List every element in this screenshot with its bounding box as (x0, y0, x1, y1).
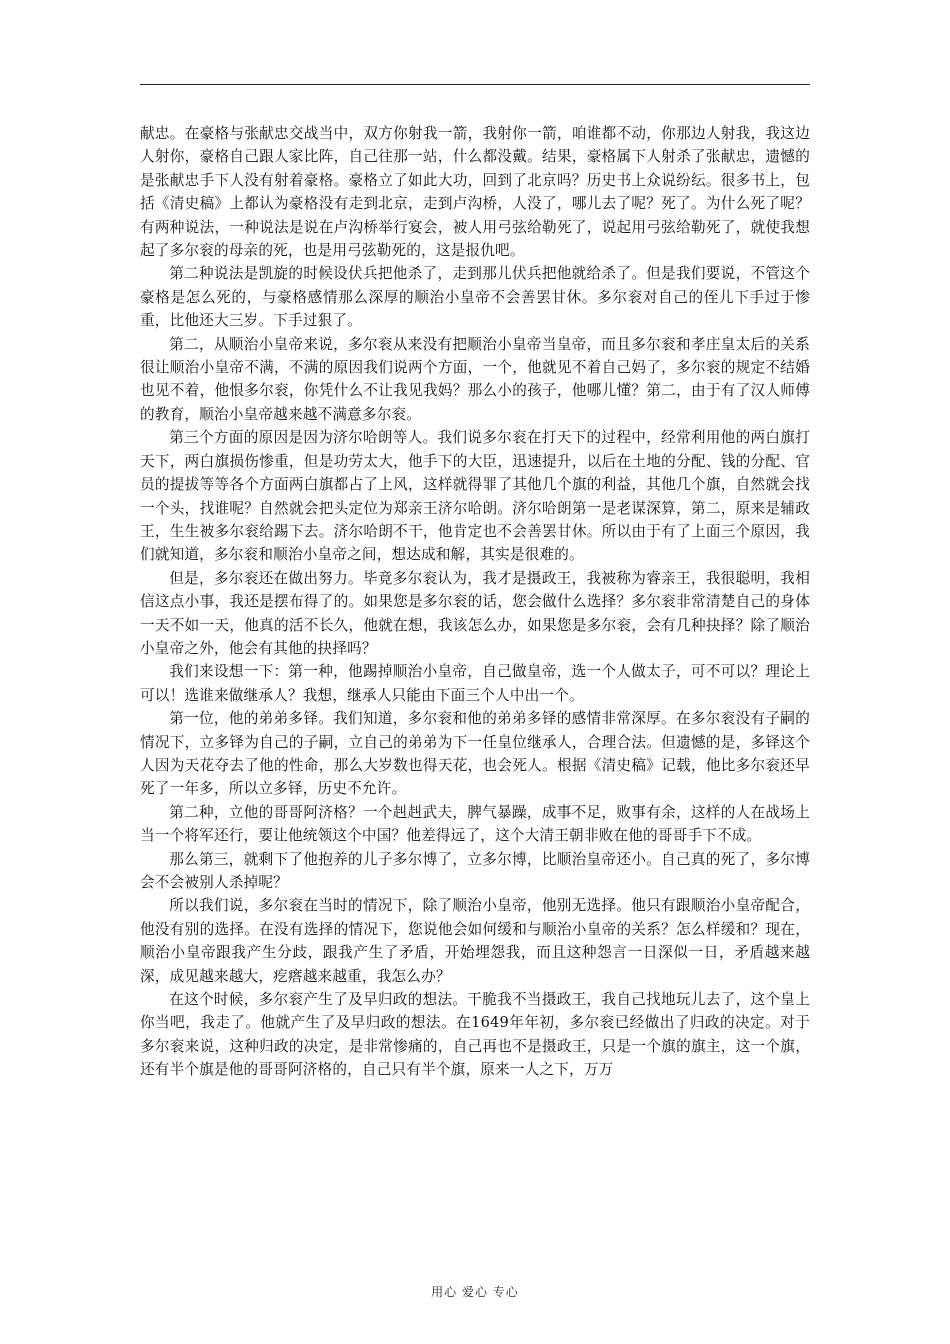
paragraph-8: 第二种，立他的哥哥阿济格？一个赳赳武夫，脾气暴躁，成事不足，败事有余，这样的人在战场上当一个将军还行，要让他统领这个中国？他差得远了，这个大清王朝非败在他的哥哥手下不成。 (140, 803, 810, 845)
paragraph-6: 我们来设想一下：第一种，他踢掉顺治小皇帝，自己做皇帝，选一个人做太子，可不可以？理论上可以！选谁来做继承人？我想，继承人只能由下面三个人中出一个。 (140, 663, 810, 704)
paragraph-7: 第一位，他的弟弟多铎。我们知道，多尔衮和他的弟弟多铎的感情非常深厚。在多尔衮没有子嗣的情况下，立多铎为自己的子嗣，立自己的弟弟为下一任皇位继承人，合理合法。但遗憾的是，多铎这个人因为天花夺去了他的性命，那么大岁数也得天花，也会死人。根据《清史稿》记载，他比多尔衮还早死了一年多，所以立多铎，历史不允许。 (140, 710, 810, 798)
paragraph-5: 但是，多尔衮还在做出努力。毕竟多尔衮认为，我才是摄政王，我被称为睿亲王，我很聪明，我相信这点小事，我还是摆布得了的。如果您是多尔衮的话，您会做什么选择？多尔衮非常清楚自己的身体一天不如一天，他真的活不长久，他就在想，我该怎么办，如果您是多尔衮，会有几种抉择？除了顺治小皇帝之外，他会有其他的抉择吗？ (140, 569, 810, 657)
document-body (140, 122, 810, 1082)
paragraph-11: 在这个时候，多尔衮产生了及早归政的想法。干脆我不当摄政王，我自己找地玩儿去了，这个皇上你当吧，我走了。他就产生了及早归政的想法。在1649年年初，多尔衮已经做出了归政的决定。对于多尔衮来说，这种归政的决定，是非常惨痛的，自己再也不是摄政王，只是一个旗的旗主，这一个旗，还有半个旗是他的哥哥阿济格的，自己只有半个旗，原来一人之下，万万 (140, 991, 810, 1079)
paragraph-1: 献忠。在豪格与张献忠交战当中，双方你射我一箭，我射你一箭，咱谁都不动，你那边人射我，我这边人射你，豪格自己跟人家比阵，自己往那一站，什么都没戴。结果，豪格属下人射杀了张献忠，遗憾的是张献忠手下人没有射着豪格。豪格立了如此大功，回到了北京吗？历史书上众说纷纭。很多书上，包括《清史稿》上都认为豪格没有走到北京，走到卢沟桥，人没了，哪儿去了呢？死了。为什么死了呢？有两种说法，一种说法是说在卢沟桥举行宴会，被人用弓弦给勒死了，说起用弓弦给勒死了，就使我想起了多尔衮的母亲的死，也是用弓弦勒死的，这是报仇吧。 (140, 125, 810, 260)
paragraph-3: 第二，从顺治小皇帝来说，多尔衮从来没有把顺治小皇帝当皇帝，而且多尔衮和孝庄皇太后的关系很让顺治小皇帝不满，不满的原因我们说两个方面，一个，他就见不着自己妈了，多尔衮的规定不结婚也见不着，他恨多尔衮，你凭什么不让我见我妈？那么小的孩子，他哪儿懂？第二，由于有了汉人师傅的教育，顺治小皇帝越来越不满意多尔衮。 (140, 335, 810, 423)
paragraph-9: 那么第三，就剩下了他抱养的儿子多尔博了，立多尔博，比顺治皇帝还小。自己真的死了，多尔博会不会被别人杀掉呢？ (140, 850, 810, 891)
paragraph-2: 第二种说法是凯旋的时候设伏兵把他杀了，走到那儿伏兵把他就给杀了。但是我们要说，不管这个豪格是怎么死的，与豪格感情那么深厚的顺治小皇帝不会善罢甘休。多尔衮对自己的侄儿下手过于惨重，比他还大三岁。下手过狠了。 (140, 265, 810, 330)
paragraph-10: 所以我们说，多尔衮在当时的情况下，除了顺治小皇帝，他别无选择。他只有跟顺治小皇帝配合，他没有别的选择。在没有选择的情况下，您说他会如何缓和与顺治小皇帝的关系？怎么样缓和？现在，顺治小皇帝跟我产生分歧，跟我产生了矛盾，开始埋怨我，而且这种怨言一日深似一日，矛盾越来越深，成见越来越大，疙瘩越来越重，我怎么办？ (140, 897, 810, 985)
page-footer: 用心 爱心 专心 (431, 1285, 519, 1299)
paragraph-4: 第三个方面的原因是因为济尔哈朗等人。我们说多尔衮在打天下的过程中，经常利用他的两白旗打天下，两白旗损伤惨重，但是功劳太大，他手下的大臣，迅速提升，以后在土地的分配、钱的分配、官员的提拔等等各个方面两白旗都占了上风，这样就得罪了其他几个旗的利益，其他几个旗，自然就会找一个头，找谁呢？自然就会把头定位为郑亲王济尔哈朗。济尔哈朗第一是老谋深算，第二，原来是辅政王，生生被多尔衮给踢下去。济尔哈朗不干，他肯定也不会善罢甘休。所以由于有了上面三个原因，我们就知道，多尔衮和顺治小皇帝之间，想达成和解，其实是很难的。 (140, 429, 810, 564)
header-rule (140, 84, 810, 85)
